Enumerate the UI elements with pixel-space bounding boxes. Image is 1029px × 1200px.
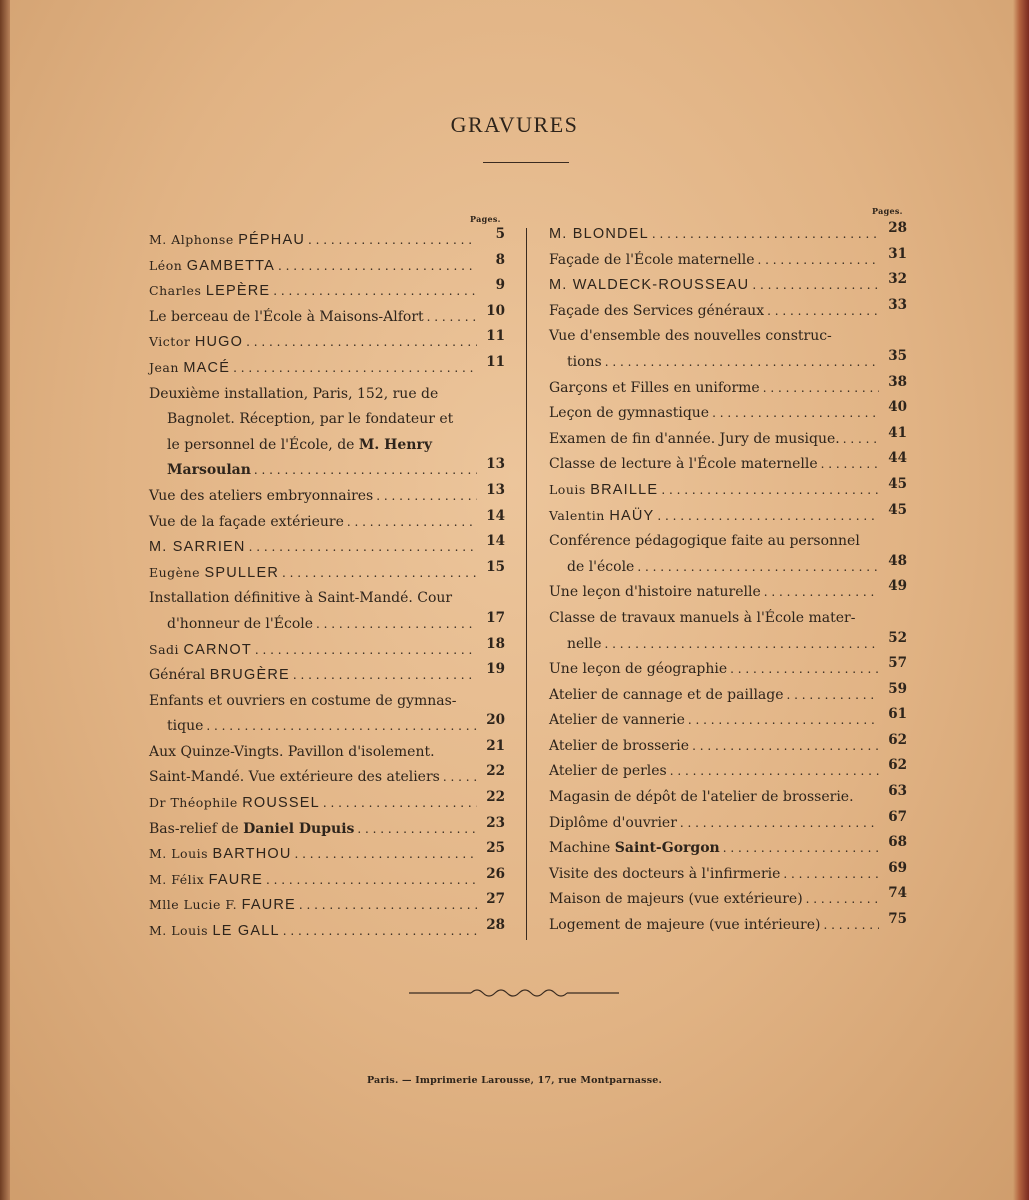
dot-leader bbox=[649, 222, 879, 248]
dot-leader bbox=[677, 811, 879, 837]
entry-page-number: 33 bbox=[888, 296, 907, 313]
dot-leader bbox=[230, 356, 477, 382]
entry-title-part: Daniel Dupuis bbox=[243, 820, 355, 837]
entry-page-number: 45 bbox=[888, 475, 907, 492]
toc-entry bbox=[149, 865, 505, 894]
entry-page-number: 41 bbox=[888, 424, 907, 441]
dot-leader bbox=[840, 427, 879, 453]
dot-leader bbox=[246, 535, 477, 561]
entry-page-number: 11 bbox=[486, 353, 505, 370]
toc-entry bbox=[549, 273, 907, 299]
entry-page-number: 59 bbox=[888, 680, 907, 697]
toc-entry bbox=[549, 475, 907, 504]
entry-page-number: 23 bbox=[486, 814, 505, 831]
entry-title bbox=[549, 811, 677, 837]
dot-leader bbox=[818, 452, 879, 478]
dot-leader bbox=[440, 765, 477, 791]
entry-title bbox=[549, 708, 685, 734]
entry-page-number: 13 bbox=[486, 481, 505, 498]
toc-entry bbox=[549, 657, 907, 683]
entry-page-number: 21 bbox=[486, 737, 505, 754]
entry-title bbox=[549, 477, 658, 504]
toc-entry bbox=[149, 737, 505, 766]
entry-title bbox=[149, 355, 230, 382]
entry-title-part: Garçons et Filles en uniforme bbox=[549, 379, 760, 396]
entry-title-part: M. Alphonse bbox=[149, 232, 239, 247]
entry-page-number: 52 bbox=[888, 629, 907, 646]
entry-title bbox=[149, 892, 296, 919]
entry-title bbox=[549, 887, 803, 913]
toc-entry bbox=[149, 814, 505, 843]
entry-title-part: Marsoulan bbox=[167, 462, 251, 479]
entry-title-part: Le berceau de l'École à Maisons-Alfort bbox=[149, 308, 424, 325]
dot-leader bbox=[296, 893, 477, 919]
entry-page-number: 27 bbox=[486, 891, 505, 908]
entry-title-part: Jean bbox=[149, 359, 184, 375]
toc-entry bbox=[149, 535, 505, 561]
toc-entry bbox=[149, 228, 505, 254]
toc-entry bbox=[149, 893, 505, 919]
entry-title bbox=[149, 253, 275, 280]
entry-title-part: de l'école bbox=[567, 558, 635, 575]
entry-title bbox=[549, 862, 780, 888]
toc-entry bbox=[149, 279, 505, 305]
entry-title bbox=[549, 222, 649, 248]
entry-title bbox=[149, 841, 292, 868]
entry-title-part: BRAILLE bbox=[590, 481, 659, 498]
entry-title-part: Magasin de dépôt de l'atelier de brosserie. bbox=[549, 789, 854, 806]
entry-page-number: 22 bbox=[486, 763, 505, 780]
entry-title-part: Sadi bbox=[149, 641, 184, 657]
entry-title-part: ROUSSEL bbox=[242, 795, 320, 812]
dot-leader bbox=[305, 228, 477, 254]
page-edge-right bbox=[1013, 0, 1029, 1200]
toc-entry bbox=[549, 296, 907, 325]
entry-title bbox=[549, 785, 854, 811]
entry-title-part: Façade de l'École maternelle bbox=[549, 251, 755, 268]
entry-title bbox=[149, 433, 432, 459]
entry-title bbox=[549, 683, 784, 709]
toc-entry bbox=[549, 887, 907, 913]
entry-title-part: Bas-relief de bbox=[149, 820, 244, 837]
entry-title bbox=[149, 586, 452, 612]
entry-title-part: M. SARRIEN bbox=[149, 539, 246, 556]
toc-entry bbox=[149, 407, 505, 433]
dot-leader bbox=[689, 734, 879, 760]
entry-title-part: Vue des ateliers embryonnaires bbox=[149, 487, 374, 504]
entry-title bbox=[149, 817, 354, 843]
entry-title bbox=[149, 382, 438, 408]
entry-title bbox=[549, 452, 818, 478]
entry-title bbox=[149, 765, 440, 791]
entry-page-number: 22 bbox=[486, 789, 505, 806]
dot-leader bbox=[344, 510, 477, 536]
dot-leader bbox=[820, 913, 879, 939]
entry-title bbox=[549, 913, 820, 939]
entry-title-part: GAMBETTA bbox=[186, 257, 276, 274]
entry-page-number: 45 bbox=[888, 501, 907, 518]
entry-title-part: Victor bbox=[149, 334, 195, 350]
entry-title-part: d'honneur de l'École bbox=[167, 615, 314, 632]
entry-title bbox=[149, 227, 305, 254]
entry-title bbox=[149, 867, 263, 894]
entry-title bbox=[549, 324, 832, 350]
toc-entry bbox=[149, 433, 505, 459]
dot-leader bbox=[280, 919, 477, 945]
entry-title bbox=[149, 612, 313, 638]
entry-title bbox=[549, 580, 761, 606]
entry-page-number: 20 bbox=[486, 712, 505, 729]
entry-title bbox=[149, 918, 280, 945]
toc-entry bbox=[549, 373, 907, 402]
entry-title-part: Façade des Services généraux bbox=[549, 302, 765, 319]
entry-title-part: Machine bbox=[549, 840, 615, 857]
dot-leader bbox=[292, 842, 477, 868]
title-rule bbox=[483, 162, 569, 163]
dot-leader bbox=[354, 817, 477, 843]
entry-page-number: 61 bbox=[888, 706, 907, 723]
entry-title bbox=[149, 458, 251, 484]
entry-page-number: 19 bbox=[486, 661, 505, 678]
entry-title-part: Valentin bbox=[549, 507, 610, 523]
toc-entry bbox=[549, 859, 907, 888]
entry-page-number: 74 bbox=[888, 885, 907, 902]
toc-entry bbox=[149, 330, 505, 356]
dot-leader bbox=[252, 638, 477, 664]
dot-leader bbox=[270, 279, 477, 305]
dot-leader bbox=[667, 759, 879, 785]
entry-title-part: Conférence pédagogique faite au personnel bbox=[549, 533, 860, 550]
entry-title bbox=[549, 836, 720, 862]
dot-leader bbox=[602, 632, 879, 658]
entry-title bbox=[549, 555, 634, 581]
dot-leader bbox=[761, 580, 879, 606]
pages-label-right: Pages. bbox=[872, 206, 903, 216]
entry-title-part: Leçon de gymnastique bbox=[549, 405, 710, 422]
entry-page-number: 18 bbox=[486, 635, 505, 652]
dot-leader bbox=[803, 887, 879, 913]
page-title: GRAVURES bbox=[450, 112, 579, 137]
toc-entry bbox=[149, 458, 505, 484]
entry-page-number: 9 bbox=[495, 277, 505, 294]
entry-title-part: Général bbox=[149, 667, 210, 684]
toc-entry bbox=[149, 919, 505, 945]
toc-entry bbox=[549, 731, 907, 760]
toc-entry bbox=[549, 759, 907, 785]
ornament-divider bbox=[409, 985, 619, 1001]
entry-title bbox=[549, 248, 755, 274]
entry-page-number: 25 bbox=[486, 840, 505, 857]
entry-page-number: 32 bbox=[888, 271, 907, 288]
entry-title-part: Une leçon de géographie bbox=[549, 661, 728, 678]
dot-leader bbox=[720, 836, 879, 862]
entry-title bbox=[149, 510, 344, 536]
dot-leader bbox=[685, 708, 879, 734]
entry-title-part: HUGO bbox=[194, 334, 244, 351]
entry-title-part: Mlle Lucie F. bbox=[149, 897, 242, 913]
entry-title-part: MACÉ bbox=[183, 359, 231, 376]
entry-title bbox=[549, 427, 840, 453]
dot-leader bbox=[313, 612, 477, 638]
entry-title bbox=[549, 401, 709, 427]
dot-leader bbox=[654, 504, 879, 530]
entry-title-part: M. Louis bbox=[149, 923, 213, 939]
entry-title bbox=[149, 560, 279, 587]
toc-entry bbox=[149, 714, 505, 740]
entry-title-part: Saint-Gorgon bbox=[614, 840, 720, 857]
dot-leader bbox=[373, 484, 477, 510]
entry-title-part: Léon bbox=[149, 257, 187, 273]
toc-entry bbox=[149, 251, 505, 280]
entry-page-number: 28 bbox=[486, 917, 505, 934]
dot-leader bbox=[243, 330, 477, 356]
column-divider bbox=[526, 228, 527, 940]
toc-entry bbox=[149, 507, 505, 536]
entry-title-part: M. WALDECK-ROUSSEAU bbox=[549, 277, 750, 294]
entry-title bbox=[149, 689, 457, 715]
entry-title-part: nelle bbox=[567, 635, 602, 652]
toc-entry bbox=[549, 245, 907, 274]
entry-title-part: Installation définitive à Saint-Mandé. Cour bbox=[149, 590, 453, 607]
toc-entry bbox=[149, 481, 505, 510]
pages-label-left: Pages. bbox=[470, 214, 501, 224]
entry-title bbox=[549, 657, 727, 683]
entry-title bbox=[149, 790, 320, 817]
entry-title bbox=[149, 407, 453, 433]
entry-title bbox=[549, 299, 764, 325]
page-edge-left bbox=[0, 0, 10, 1200]
dot-leader bbox=[251, 458, 477, 484]
dot-leader bbox=[760, 376, 879, 402]
entry-page-number: 13 bbox=[486, 456, 505, 473]
printer-footer: Paris. — Imprimerie Larousse, 17, rue Montparnasse. bbox=[366, 1075, 663, 1086]
entry-title-part: tions bbox=[567, 353, 602, 370]
entry-page-number: 67 bbox=[888, 808, 907, 825]
toc-entry bbox=[549, 347, 907, 376]
toc-entry bbox=[149, 586, 505, 612]
toc-entry bbox=[549, 913, 907, 939]
toc-entry bbox=[549, 222, 907, 248]
dot-leader bbox=[755, 248, 880, 274]
toc-entry bbox=[149, 765, 505, 791]
entry-title-part: Louis bbox=[549, 481, 591, 497]
entry-title bbox=[149, 637, 252, 664]
entry-title-part: Examen de fin d'année. Jury de musique. bbox=[549, 430, 840, 447]
entry-page-number: 62 bbox=[888, 731, 907, 748]
right-column bbox=[549, 222, 907, 939]
entry-title bbox=[149, 484, 373, 510]
entry-page-number: 75 bbox=[888, 911, 907, 928]
entry-title bbox=[549, 632, 602, 658]
toc-entry bbox=[549, 501, 907, 530]
toc-entry bbox=[149, 302, 505, 331]
entry-title-part: CARNOT bbox=[183, 641, 252, 658]
entry-title-part: BARTHOU bbox=[212, 846, 292, 863]
entry-title-part: Logement de majeure (vue intérieure) bbox=[549, 917, 821, 934]
entry-page-number: 5 bbox=[495, 226, 505, 242]
toc-entry bbox=[149, 609, 505, 638]
entry-title-part: SPULLER bbox=[204, 564, 279, 581]
entry-title-part: LE GALL bbox=[212, 923, 280, 940]
toc-entry bbox=[149, 382, 505, 408]
entry-page-number: 11 bbox=[486, 328, 505, 345]
entry-title-part: Charles bbox=[149, 283, 206, 299]
entry-title-part: Vue d'ensemble des nouvelles construc- bbox=[549, 328, 832, 345]
toc-entry bbox=[149, 689, 505, 715]
toc-entry bbox=[549, 629, 907, 658]
entry-title-part: Classe de travaux manuels à l'École mater- bbox=[549, 609, 856, 626]
entry-title-part: Atelier de perles bbox=[549, 763, 667, 780]
entry-title bbox=[549, 606, 855, 632]
entry-title bbox=[149, 329, 243, 356]
entry-title-part: M. Henry bbox=[358, 436, 432, 453]
entry-page-number: 48 bbox=[888, 552, 907, 569]
dot-leader bbox=[780, 862, 879, 888]
entry-page-number: 28 bbox=[888, 220, 907, 236]
dot-leader bbox=[749, 273, 879, 299]
dot-leader bbox=[279, 561, 477, 587]
entry-title bbox=[149, 278, 270, 305]
toc-entry bbox=[549, 529, 907, 555]
dot-leader bbox=[424, 305, 477, 331]
entry-title-part: Enfants et ouvriers en costume de gymnas- bbox=[149, 692, 457, 709]
entry-title-part: Une leçon d'histoire naturelle bbox=[549, 584, 761, 601]
entry-page-number: 57 bbox=[888, 655, 907, 672]
entry-title-part: FAURE bbox=[208, 871, 263, 888]
toc-entry bbox=[549, 552, 907, 581]
toc-entry bbox=[549, 680, 907, 709]
toc-entry bbox=[149, 635, 505, 664]
toc-entry bbox=[549, 580, 907, 606]
entry-page-number: 14 bbox=[486, 533, 505, 550]
left-column bbox=[149, 228, 505, 945]
entry-title-part: Atelier de vannerie bbox=[549, 712, 685, 729]
entry-title bbox=[149, 663, 290, 689]
dot-leader bbox=[784, 683, 879, 709]
entry-page-number: 63 bbox=[888, 783, 907, 800]
entry-title-part: M. BLONDEL bbox=[549, 226, 649, 242]
entry-page-number: 8 bbox=[495, 251, 505, 268]
entry-title-part: Dr Théophile bbox=[149, 795, 243, 811]
entry-page-number: 49 bbox=[888, 578, 907, 595]
entry-title-part: LEPÈRE bbox=[205, 283, 271, 300]
dot-leader bbox=[764, 299, 879, 325]
entry-title-part: Atelier de cannage et de paillage bbox=[549, 686, 784, 703]
entry-title bbox=[549, 350, 602, 376]
dot-leader bbox=[263, 868, 477, 894]
entry-title-part: PÉPHAU bbox=[238, 232, 306, 248]
entry-page-number: 44 bbox=[888, 450, 907, 467]
entry-page-number: 10 bbox=[486, 302, 505, 319]
entry-title-part: Atelier de brosserie bbox=[549, 737, 690, 754]
entry-title-part: Diplôme d'ouvrier bbox=[549, 814, 677, 831]
entry-title-part: M. Félix bbox=[149, 871, 209, 887]
entry-title bbox=[549, 529, 860, 555]
entry-title-part: M. Louis bbox=[149, 846, 213, 862]
entry-page-number: 62 bbox=[888, 757, 907, 774]
entry-title-part: Classe de lecture à l'École maternelle bbox=[549, 456, 818, 473]
entry-title-part: Saint-Mandé. Vue extérieure des ateliers bbox=[149, 769, 440, 786]
entry-title bbox=[549, 376, 760, 402]
entry-title bbox=[149, 714, 203, 740]
dot-leader bbox=[602, 350, 879, 376]
dot-leader bbox=[290, 663, 477, 689]
entry-title bbox=[149, 740, 435, 766]
entry-page-number: 68 bbox=[888, 834, 907, 851]
entry-title-part: le personnel de l'École, de bbox=[167, 436, 359, 453]
toc-entry bbox=[149, 791, 505, 817]
toc-entry bbox=[149, 558, 505, 587]
entry-title-part: Deuxième installation, Paris, 152, rue de bbox=[149, 385, 439, 402]
toc-entry bbox=[549, 808, 907, 837]
entry-title-part: HAÜY bbox=[609, 507, 655, 524]
entry-title bbox=[549, 734, 689, 760]
entry-page-number: 26 bbox=[486, 865, 505, 882]
toc-entry bbox=[549, 424, 907, 453]
entry-page-number: 35 bbox=[888, 347, 907, 364]
entry-page-number: 15 bbox=[486, 558, 505, 575]
entry-title-part: Aux Quinze-Vingts. Pavillon d'isolement. bbox=[149, 743, 435, 760]
entry-page-number: 17 bbox=[486, 609, 505, 626]
dot-leader bbox=[203, 714, 477, 740]
dot-leader bbox=[658, 478, 879, 504]
toc-entry bbox=[549, 836, 907, 862]
entry-title bbox=[149, 305, 424, 331]
dot-leader bbox=[709, 401, 879, 427]
toc-entry bbox=[549, 452, 907, 478]
dot-leader bbox=[727, 657, 879, 683]
dot-leader bbox=[320, 791, 477, 817]
entry-title-part: FAURE bbox=[241, 897, 296, 914]
toc-entry bbox=[149, 663, 505, 689]
toc-entry bbox=[549, 606, 907, 632]
entry-title bbox=[549, 759, 667, 785]
entry-page-number: 14 bbox=[486, 507, 505, 524]
entry-page-number: 40 bbox=[888, 399, 907, 416]
entry-title-part: Vue de la façade extérieure bbox=[149, 513, 344, 530]
toc-entry bbox=[149, 842, 505, 868]
toc-entry bbox=[549, 324, 907, 350]
entry-page-number: 38 bbox=[888, 373, 907, 390]
entry-title-part: Maison de majeurs (vue extérieure) bbox=[549, 891, 803, 908]
entry-title-part: Bagnolet. Réception, par le fondateur et bbox=[167, 411, 454, 428]
toc-entry bbox=[549, 708, 907, 734]
entry-page-number: 69 bbox=[888, 859, 907, 876]
entry-title-part: tique bbox=[167, 718, 204, 735]
entry-title-part: Visite des docteurs à l'infirmerie bbox=[549, 865, 781, 882]
toc-entry bbox=[149, 353, 505, 382]
entry-title bbox=[149, 535, 246, 561]
entry-title bbox=[549, 503, 654, 530]
dot-leader bbox=[275, 254, 477, 280]
dot-leader bbox=[634, 555, 879, 581]
entry-title-part: Eugène bbox=[149, 564, 205, 580]
entry-title bbox=[549, 273, 749, 299]
entry-title-part: BRUGÈRE bbox=[209, 667, 290, 684]
entry-page-number: 31 bbox=[888, 245, 907, 262]
toc-entry bbox=[549, 401, 907, 427]
toc-entry bbox=[549, 785, 907, 811]
